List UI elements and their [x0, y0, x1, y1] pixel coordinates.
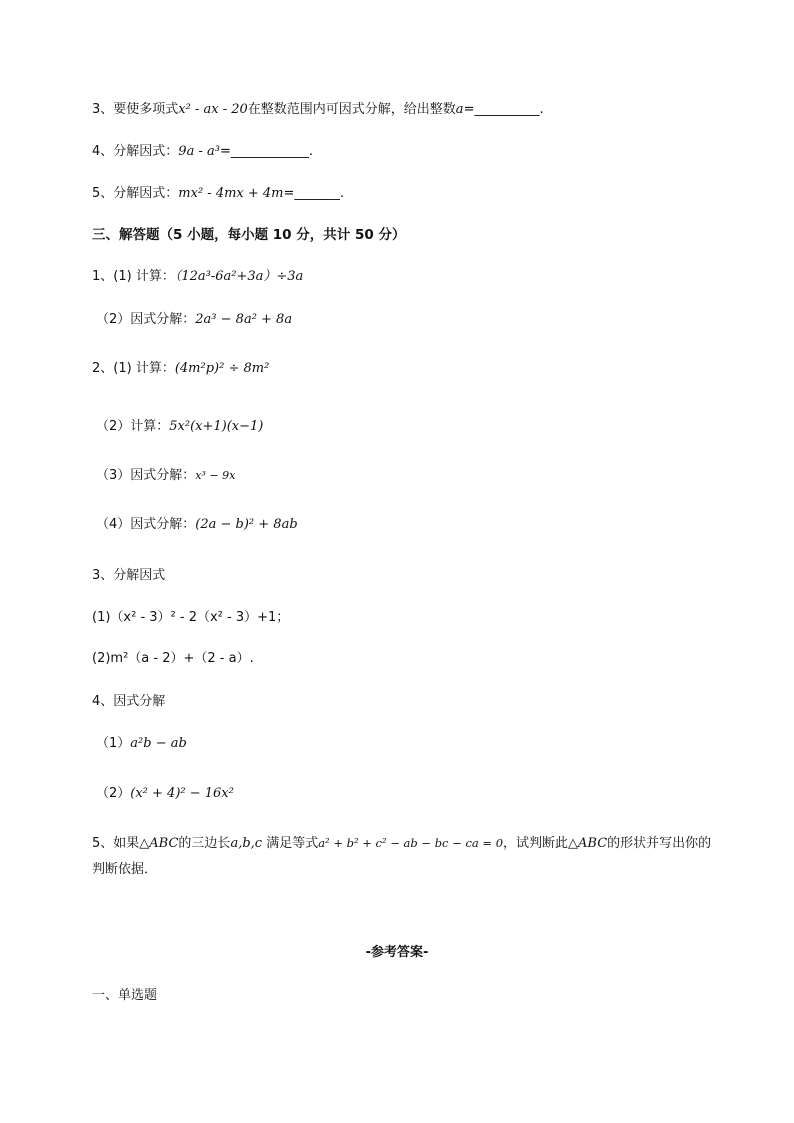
question-4 — [92, 143, 313, 161]
section-heading: 三、解答题（5 小题，每小题 10 分，共计 50 分） — [92, 227, 406, 243]
question-number: 3、 — [92, 102, 114, 117]
question-number: 5、 — [92, 186, 114, 201]
question-text: 在整数范围内可因式分解，给出整数 — [247, 102, 456, 117]
part-label: （1） — [96, 736, 131, 751]
answer-blank: =__________. — [463, 102, 544, 117]
expression: （12a³-6a²+3a）÷3a — [174, 269, 304, 284]
question-number: 4、 — [92, 144, 114, 159]
expression: (2a − b)² + 8ab — [195, 517, 298, 532]
equation: a² + b² + c² − ab − bc − ca = 0 — [318, 836, 504, 850]
question-text: 分解因式： — [113, 186, 179, 201]
part-label: （2）计算： — [96, 419, 170, 434]
part-label: （4）因式分解： — [96, 517, 196, 532]
part-label: 2、(1) 计算： — [92, 361, 175, 376]
question-text: 分解因式： — [113, 144, 179, 159]
problem-3-part-1: (1)（x² - 3）² - 2（x² - 3）+1； — [92, 610, 290, 625]
triangle-label: △ABC — [568, 836, 608, 851]
expression: mx² - 4mx + 4m — [178, 186, 284, 201]
answer-blank: =____________. — [219, 144, 313, 159]
part-label: （2） — [96, 786, 131, 801]
expression: (4m²p)² ÷ 8m² — [174, 361, 270, 376]
problem-5-line-2: 判断依据． — [92, 862, 158, 877]
expression: x³ − 9x — [195, 469, 236, 482]
problem-text: 的三边长 — [178, 836, 231, 851]
problem-text: 的形状并写出你的 — [607, 836, 712, 851]
part-label: （2）因式分解： — [96, 312, 196, 327]
problem-4-part-2 — [96, 785, 234, 803]
question-3 — [92, 101, 544, 119]
problem-text: 满足等式 — [262, 836, 319, 851]
expression: a²b − ab — [130, 736, 187, 751]
problem-3-part-2: (2)m²（a - 2）+（2 - a）. — [92, 651, 254, 666]
part-label: 1、(1) 计算： — [92, 269, 175, 284]
problem-text: ，试判断此 — [503, 836, 569, 851]
problem-3-label: 3、分解因式 — [92, 568, 166, 583]
problem-2-part-2 — [96, 418, 263, 436]
triangle-label: △ABC — [139, 836, 179, 851]
problem-2-part-1 — [92, 360, 269, 378]
part-label: （3）因式分解： — [96, 468, 196, 483]
problem-text: 5、如果 — [92, 836, 140, 851]
problem-4-part-1 — [96, 735, 187, 753]
sides-label: a,b,c — [230, 836, 263, 851]
expression: 9a - a³ — [178, 144, 220, 159]
problem-1-part-2 — [96, 311, 292, 329]
problem-2-part-4 — [96, 516, 298, 534]
problem-2-part-3 — [96, 467, 235, 485]
answer-section-1: 一、单选题 — [92, 988, 158, 1003]
variable: a — [455, 102, 464, 117]
polynomial: x² - ax - 20 — [178, 102, 248, 117]
expression: 5x²(x+1)(x−1) — [169, 419, 264, 434]
problem-5 — [92, 834, 711, 853]
expression: 2a³ − 8a² + 8a — [195, 312, 293, 327]
expression: (x² + 4)² − 16x² — [130, 786, 234, 801]
question-text: 要使多项式 — [113, 102, 179, 117]
answer-blank: =_______. — [283, 186, 345, 201]
answer-key-title: -参考答案- — [365, 945, 429, 960]
problem-1-part-1 — [92, 268, 303, 286]
problem-4-label: 4、因式分解 — [92, 694, 166, 709]
question-5 — [92, 185, 344, 203]
